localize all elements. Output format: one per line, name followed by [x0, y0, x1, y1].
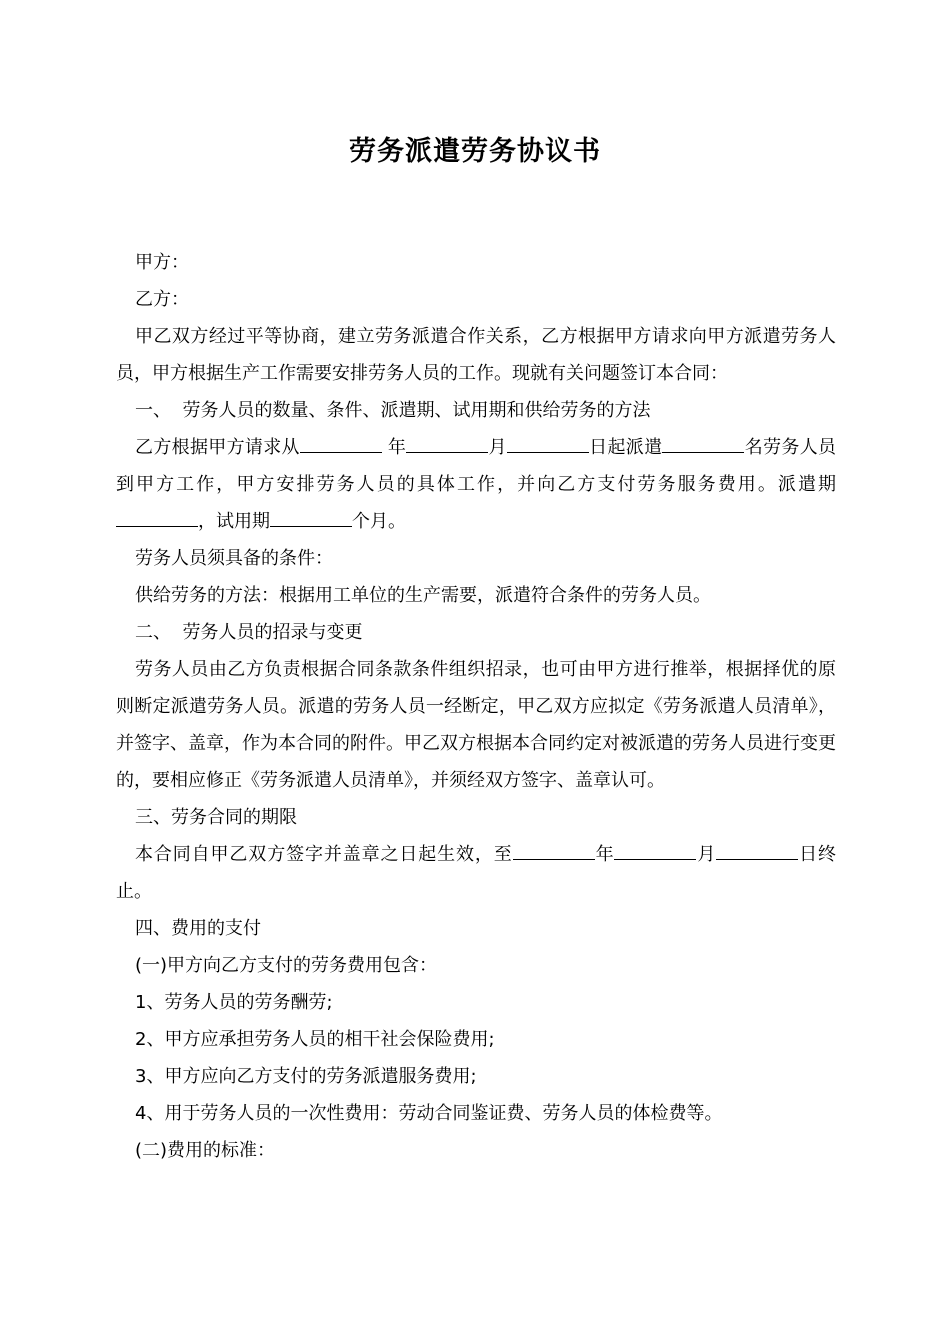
- text-segment: 年: [594, 844, 615, 865]
- section-4-item-1: 1、劳务人员的劳务酬劳;: [135, 992, 333, 1013]
- fill-blank: [507, 434, 589, 453]
- section-1-paragraph-2: 劳务人员须具备的条件：: [135, 548, 333, 569]
- text-segment: 个月。: [352, 511, 406, 532]
- section-2-heading: 二、 劳务人员的招录与变更: [135, 622, 363, 643]
- text-segment: 乙方根据甲方请求从: [135, 437, 300, 458]
- fill-blank: [270, 508, 352, 527]
- party-b-line: 乙方：: [135, 289, 189, 310]
- fill-blank: [116, 508, 198, 527]
- section-4-heading: 四、费用的支付: [135, 918, 261, 939]
- text-segment: 年: [381, 437, 407, 458]
- fill-blank: [716, 841, 798, 860]
- section-1-paragraph-3: 供给劳务的方法：根据用工单位的生产需要，派遣符合条件的劳务人员。: [135, 585, 711, 606]
- text-segment: 月: [696, 844, 717, 865]
- section-2-paragraph-1: 劳务人员由乙方负责根据合同条款条件组织招录，也可由甲方进行推举，根据择优的原则断定派遣劳务人员。派遣的劳务人员一经断定，甲乙双方应拟定《劳务派遣人员清单》，并签字、盖章，作为本合同的附件。甲乙双方根据本合同约定对被派遣的劳务人员进行变更的，要相应修正《劳务派遣人员清单》，并须经双方签字、盖章认可。: [116, 659, 836, 791]
- section-1-paragraph-1: [116, 429, 836, 540]
- section-4-item-3: 3、甲方应向乙方支付的劳务派遣服务费用;: [135, 1066, 477, 1087]
- section-3-paragraph-1: [116, 836, 836, 910]
- section-4-subheading-1: (一)甲方向乙方支付的劳务费用包含：: [135, 955, 438, 976]
- document-title: 劳务派遣劳务协议书: [349, 136, 601, 167]
- section-3-heading: 三、劳务合同的期限: [135, 807, 297, 828]
- text-segment: 月: [488, 437, 507, 458]
- text-segment: 本合同自甲乙双方签字并盖章之日起生效，至: [135, 844, 513, 865]
- text-segment: ，试用期: [198, 511, 270, 532]
- text-segment: 日终止。: [116, 844, 837, 902]
- document-body: [116, 244, 836, 1169]
- text-segment: 日起派遣: [588, 437, 663, 458]
- text-segment: 名劳务人员到甲方工作，甲方安排劳务人员的具体工作，并向乙方支付劳务服务费用。派遣期: [116, 437, 837, 495]
- section-4-subheading-2: (二)费用的标准：: [135, 1140, 276, 1161]
- fill-blank: [300, 434, 382, 453]
- section-4-item-4: 4、用于劳务人员的一次性费用：劳动合同鉴证费、劳务人员的体检费等。: [135, 1103, 723, 1124]
- fill-blank: [662, 434, 744, 453]
- section-1-heading: 一、 劳务人员的数量、条件、派遣期、试用期和供给劳务的方法: [135, 400, 651, 421]
- fill-blank: [513, 841, 595, 860]
- party-a-line: 甲方：: [135, 252, 189, 273]
- intro-paragraph: 甲乙双方经过平等协商，建立劳务派遣合作关系，乙方根据甲方请求向甲方派遣劳务人员，甲方根据生产工作需要安排劳务人员的工作。现就有关问题签订本合同：: [116, 326, 836, 384]
- fill-blank: [406, 434, 488, 453]
- fill-blank: [614, 841, 696, 860]
- section-4-item-2: 2、甲方应承担劳务人员的相干社会保险费用;: [135, 1029, 495, 1050]
